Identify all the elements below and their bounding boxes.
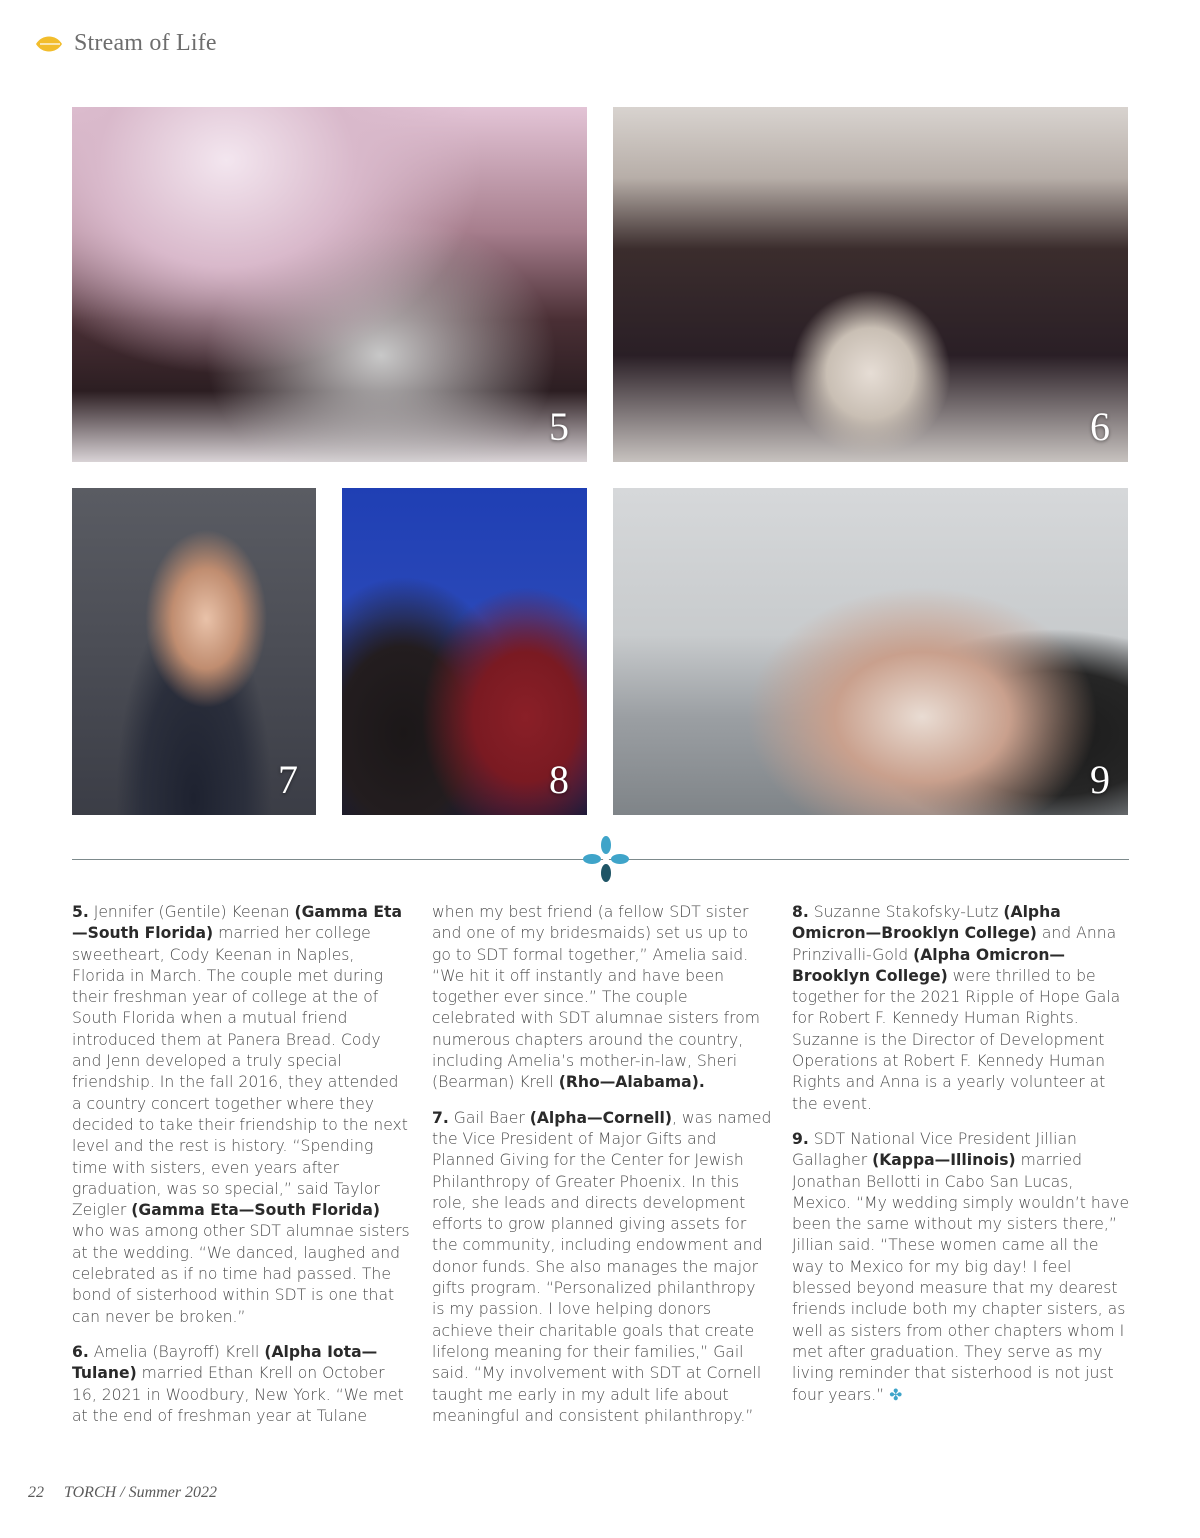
entry-6-continuation <box>432 902 772 1094</box>
flower-ornament-icon <box>582 835 630 883</box>
photo-number: 8 <box>549 757 569 802</box>
photo-5 <box>72 107 587 462</box>
entry-5: 5. Jennifer (Gentile) Keenan (Gamma Eta—South Florida) married her college sweetheart, Cody Keenan in Naples, Florida in March. The couple met during their freshman year of college at the of South Florida when a mutual friend introduced them at Panera Bread. Cody and Jenn developed a truly special friendship. In the fall 2016, they attended a country concert together where they decided to take their friendship to the next level and the rest is history. “Spending time with sisters, even years after graduation, was so special,” said Taylor Zeigler (Gamma Eta—South Florida) who was among other SDT alumnae sisters at the wedding. “We danced, laughed and celebrated as if no time had passed. The bond of sisterhood within SDT is one that can never be broken.” <box>72 903 410 1326</box>
publication-name: TORCH / Summer 2022 <box>64 1484 218 1501</box>
entry-6-continued: when my best friend (a fellow SDT sister and one of my bridesmaids) set us up to go to SDT formal together,” Amelia said. “We hit it off instantly and have been together ever since.” The couple celebrated with SDT alumnae sisters from numerous chapters around the country, including Amelia’s mother-in-law, Sheri (Bearman) Krell (Rho—Alabama). <box>432 903 760 1092</box>
section-title: Stream of Life <box>74 30 217 56</box>
photo-number: 7 <box>278 757 298 802</box>
photo-7 <box>72 488 316 815</box>
photo-number: 6 <box>1090 404 1110 449</box>
text-column-3 <box>792 902 1132 1420</box>
entry-9: 9. SDT National Vice President Jillian Gallagher (Kappa—Illinois) married Jonathan Bellotti in Cabo San Lucas, Mexico. “My wedding simply wouldn’t have been the same without my sisters there,” Jillian said. “These women came all the way to Mexico for my big day! I feel blessed beyond measure that my dearest friends include both my chapter sisters, as well as sisters from other chapters whom I met after graduation. They serve as my living reminder that sisterhood is not just four years.” ✤ <box>792 1129 1130 1404</box>
page-footer <box>28 1484 217 1502</box>
page-number: 22 <box>28 1484 44 1501</box>
entry-6: 6. Amelia (Bayroff) Krell (Alpha Iota—Tulane) married Ethan Krell on October 16, 2021 in Woodbury, New York. “We met at the end of freshman year at Tulane <box>72 1342 404 1425</box>
leaf-icon <box>34 33 64 55</box>
end-mark-icon: ✤ <box>889 1385 903 1404</box>
page-header <box>34 30 217 57</box>
text-column-1 <box>72 902 412 1427</box>
photo-6 <box>613 107 1128 462</box>
photo-8 <box>342 488 587 815</box>
text-column-2 <box>432 1108 772 1441</box>
entry-7: 7. Gail Baer (Alpha—Cornell), was named the Vice President of Major Gifts and Planned Giving for the Center for Jewish Philanthropy of Greater Phoenix. In this role, she leads and directs development efforts to grow planned giving assets for the community, including endowment and donor funds. She also manages the major gifts program. “Personalized philanthropy is my passion. I love helping donors achieve their charitable goals that create lifelong meaning for their families,” Gail said. “My involvement with SDT at Cornell taught me early in my adult life about meaningful and consistent philanthropy.” <box>432 1108 772 1425</box>
photo-number: 9 <box>1090 757 1110 802</box>
photo-number: 5 <box>549 404 569 449</box>
photo-9 <box>613 488 1128 815</box>
entry-8: 8. Suzanne Stakofsky-Lutz (Alpha Omicron—Brooklyn College) and Anna Prinzivalli-Gold (Alpha Omicron—Brooklyn College) were thrilled to be together for the 2021 Ripple of Hope Gala for Robert F. Kennedy Human Rights. Suzanne is the Director of Development Operations at Robert F. Kennedy Human Rights and Anna is a yearly volunteer at the event. <box>792 903 1121 1113</box>
